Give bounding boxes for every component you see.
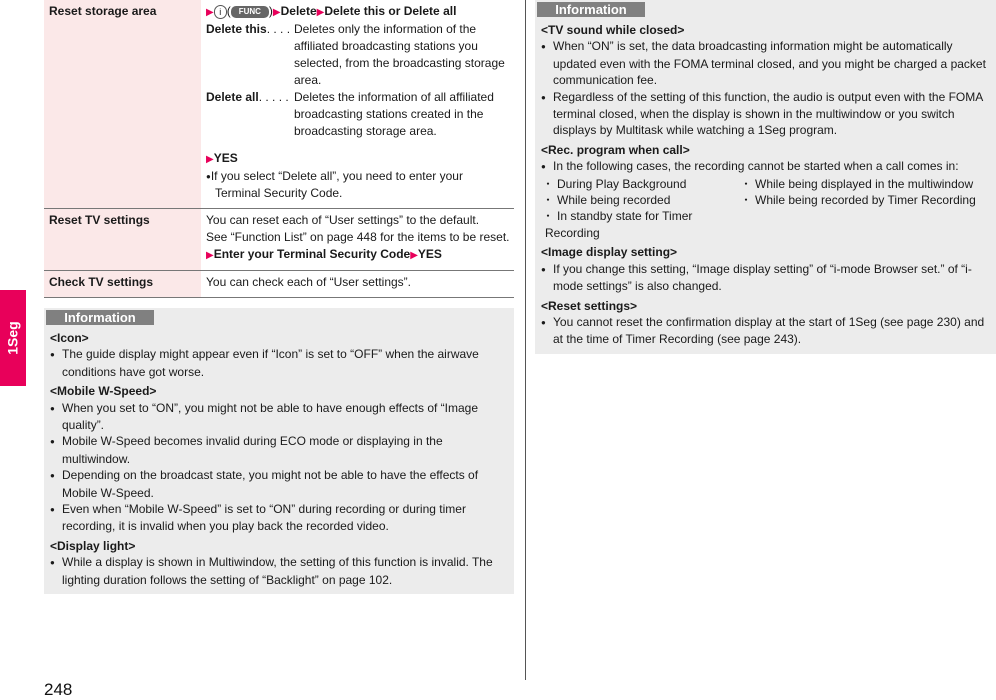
op-step: YES [417,247,442,261]
info-heading: <Rec. program when call> [541,142,690,157]
column-divider [525,0,526,680]
info-bullet: ● When “ON” is set, the data broadcasting information might be automatically updated even with the FOMA terminal closed, and you might be charged a packet communication fee. [541,38,994,88]
op-target: Delete this or Delete all [324,4,457,18]
settings-table [44,0,514,298]
desc-line: See “Function List” on page 448 for the items to be reset. [206,230,510,244]
info-bullet: ● Regardless of the setting of this function, the audio is output even with the FOMA terminal closed, when the display is shown in the multiwindow or you switch displays by Multitask while watching a 1Seg program. [541,89,994,139]
setting-name: Reset TV settings [44,209,201,271]
operation-line [206,246,510,264]
info-heading: <Icon> [50,331,89,345]
table-row [44,271,514,298]
list-item: ･ While being recorded [545,192,743,208]
info-bullet: ● If you change this setting, “Image display setting” of “i-mode Browser set.” of “i-mode settings” is also changed. [541,261,994,295]
information-label: Information [537,2,645,17]
info-bullet: ● While a display is shown in Multiwindow, the setting of this function is invalid. The lighting duration follows the setting of “Backlight” on page 102. [50,554,512,588]
def-desc: Deletes the information of all affiliated broadcasting stations created in the broadcasting storage area. [294,90,494,138]
i-mode-key-icon: i [214,5,227,19]
left-column [44,0,514,594]
list-item: ･ During Play Background [545,176,743,192]
page-number: 248 [44,680,73,699]
information-box [44,308,514,594]
desc-line: You can reset each of “User settings” to the default. [206,213,480,227]
note-text: If you select “Delete all”, you need to enter your Terminal Security Code. [210,169,463,200]
info-bullet: ● Mobile W-Speed becomes invalid during ECO mode or displaying in the multiwindow. [50,433,512,467]
def-term: Delete all [206,90,259,104]
information-label: Information [46,310,154,325]
def-dots: . . . . . [258,90,289,104]
op-delete: Delete [280,4,317,18]
setting-name: Check TV settings [44,271,201,298]
list-item: ･ While being recorded by Timer Recording [743,192,994,208]
information-box [535,0,996,354]
table-row [44,209,514,271]
arrow-icon: ▶ [272,7,281,18]
info-bullet: ● In the following cases, the recording cannot be started when a call comes in: [541,158,994,175]
right-column [535,0,996,354]
definition-item [206,89,510,140]
op-step: Enter your Terminal Security Code [213,247,411,261]
arrow-icon: ▶ [206,7,214,18]
bullet-icon: ● [206,172,211,181]
func-key-icon: FUNC [231,6,269,18]
case-list [541,176,994,242]
list-item: ･ While being displayed in the multiwindow [743,176,994,192]
note [206,168,510,202]
section-tab [0,290,26,386]
yes-label: YES [213,151,238,165]
info-bullet: ● Depending on the broadcast state, you might not be able to have the effects of Mobile W-Speed. [50,467,512,501]
section-tab-label: 1Seg [5,321,21,355]
arrow-icon: ▶ [316,7,325,18]
setting-name: Reset storage area [44,0,201,209]
list-item: ･ In standby state for Timer Recording [545,208,743,241]
table-row [44,0,514,209]
setting-desc: You can check each of “User settings”. [201,271,514,298]
info-bullet: ● Even when “Mobile W-Speed” is set to “ON” during recording or during timer recording, it is invalid when you play back the recorded video. [50,501,512,535]
info-heading: <TV sound while closed> [541,23,685,37]
arrow-icon: ▶ [206,250,214,261]
setting-desc [201,0,514,209]
arrow-icon: ▶ [410,250,418,261]
info-heading: <Display light> [50,538,136,553]
info-heading: <Mobile W-Speed> [50,384,157,399]
yes-line [206,150,510,168]
info-heading: <Reset settings> [541,298,638,313]
info-bullet: ● You cannot reset the confirmation display at the start of 1Seg (see page 230) and at the time of Timer Recording (see page 243). [541,314,994,348]
def-desc: Deletes only the information of the affiliated broadcasting stations you selected, from the broadcasting storage area. [294,22,505,87]
info-bullet: ● The guide display might appear even if “Icon” is set to “OFF” when the airwave conditions have got worse. [50,346,512,380]
setting-desc [201,209,514,271]
def-term: Delete this [206,22,267,36]
def-dots: . . . . [266,22,291,36]
info-heading: <Image display setting> [541,245,678,260]
definition-item [206,21,510,89]
info-bullet: ● When you set to “ON”, you might not be able to have enough effects of “Image quality”. [50,400,512,434]
operation-line: ▶ i ( FUNC )▶Delete▶Delete this or Delete all [206,4,457,18]
arrow-icon: ▶ [206,154,214,165]
